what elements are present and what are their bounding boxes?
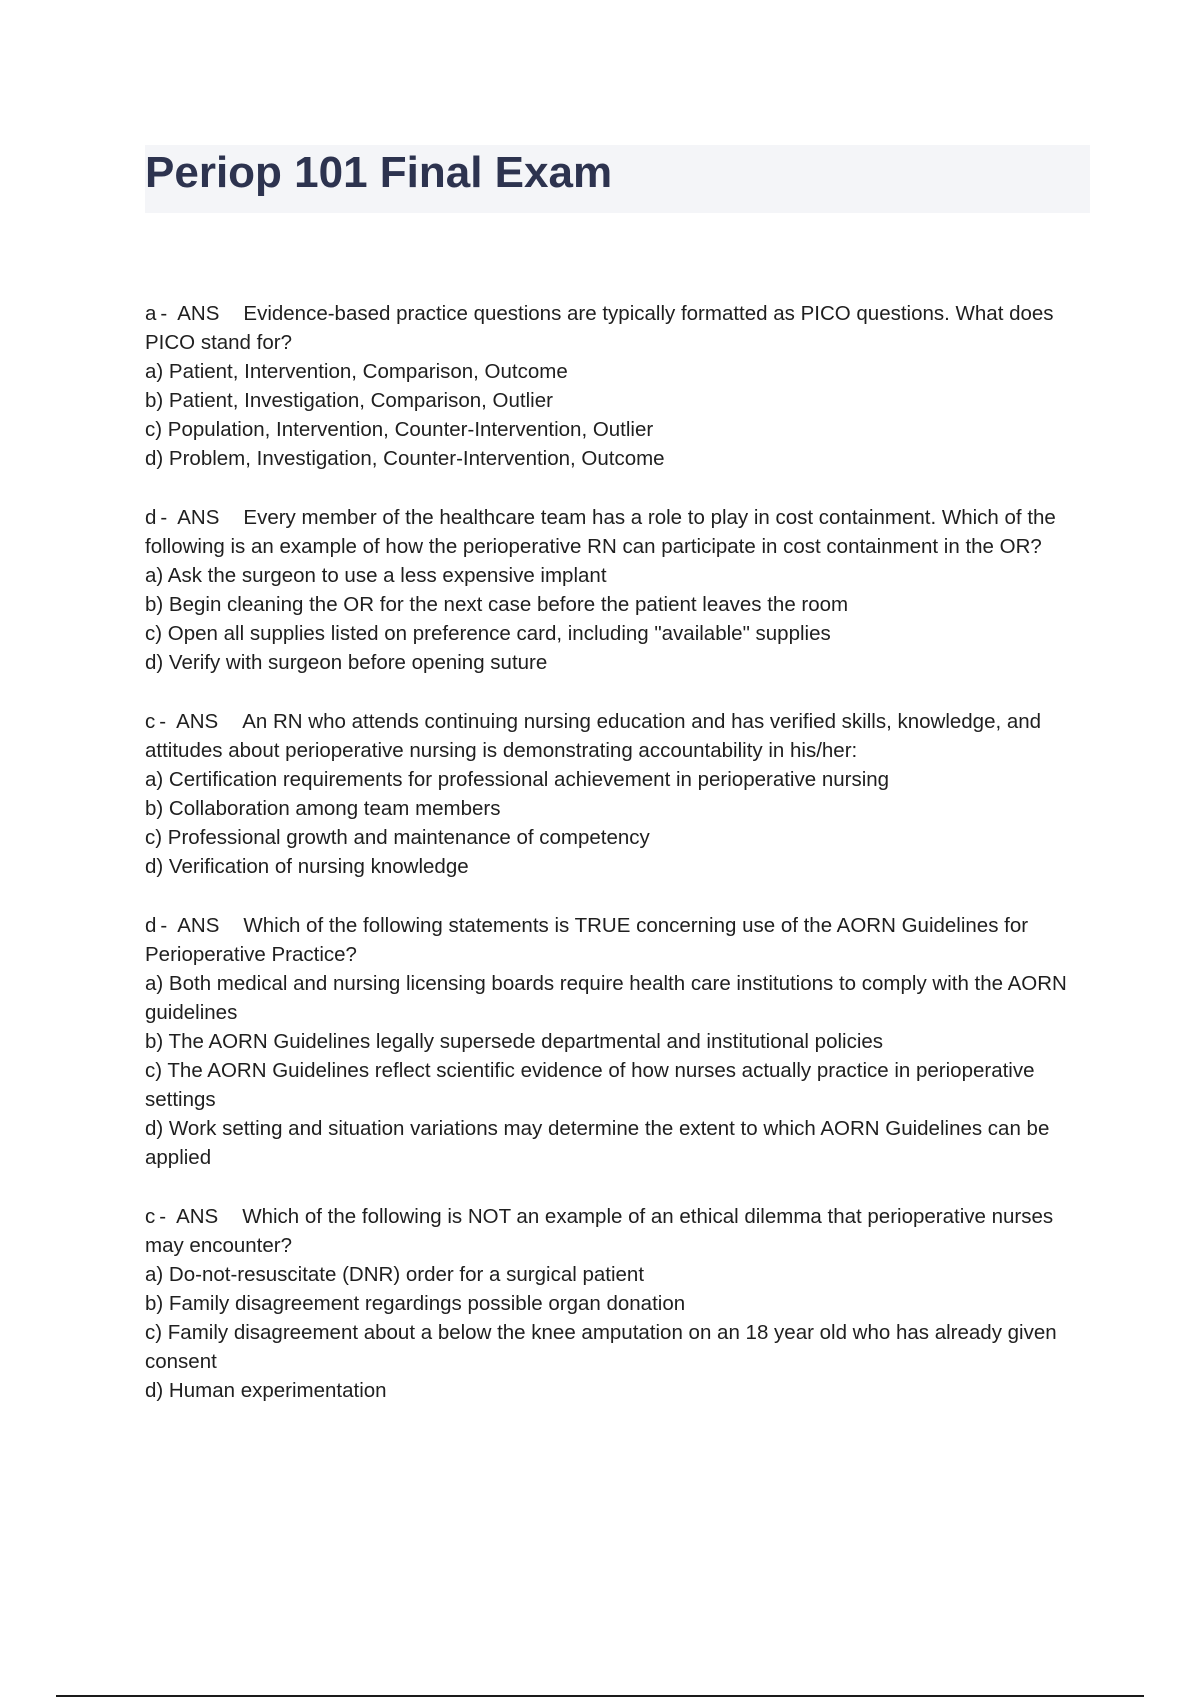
option-d: d) Human experimentation [145,1379,387,1402]
answer-dash: - [159,710,167,733]
footer-divider [56,1695,1144,1697]
option-b: b) The AORN Guidelines legally supersede departmental and institutional policies [145,1030,884,1053]
option-a: a) Patient, Intervention, Comparison, Outcome [145,360,568,383]
question-text: Every member of the healthcare team has a role to play in cost containment. Which of the following is an example of how the perioperative RN can participate in cost containment in the OR? [145,506,1056,558]
option-a: a) Ask the surgeon to use a less expensive implant [145,564,607,587]
ans-label: ANS [177,914,220,937]
ans-label: ANS [177,302,220,325]
question-item [145,911,1090,1172]
option-c: c) Population, Intervention, Counter-Intervention, Outlier [145,418,654,441]
option-d: d) Work setting and situation variations may determine the extent to which AORN Guidelines can be applied [145,1117,1050,1169]
question-text: Evidence-based practice questions are typically formatted as PICO questions. What does PICO stand for? [145,302,1054,354]
ans-label: ANS [176,710,219,733]
question-item [145,299,1090,473]
question-list [145,299,1090,1435]
ans-label: ANS [177,506,220,529]
answer-letter: d [145,914,157,937]
option-c: c) Open all supplies listed on preference card, including "available" supplies [145,622,831,645]
option-d: d) Verification of nursing knowledge [145,855,469,878]
answer-letter: d [145,506,157,529]
option-d: d) Problem, Investigation, Counter-Intervention, Outcome [145,447,665,470]
question-text: Which of the following statements is TRUE concerning use of the AORN Guidelines for Perioperative Practice? [145,914,1029,966]
question-text: An RN who attends continuing nursing education and has verified skills, knowledge, and attitudes about perioperative nursing is demonstrating accountability in his/her: [145,710,1042,762]
option-a: a) Certification requirements for professional achievement in perioperative nursing [145,768,890,791]
page-title: Periop 101 Final Exam [145,148,613,197]
option-b: b) Patient, Investigation, Comparison, Outlier [145,389,553,412]
option-a: a) Do-not-resuscitate (DNR) order for a surgical patient [145,1263,645,1286]
question-text-line [145,707,1090,765]
question-item [145,1202,1090,1405]
option-c: c) The AORN Guidelines reflect scientific evidence of how nurses actually practice in perioperative settings [145,1059,1035,1111]
answer-letter: c [145,710,156,733]
option-a: a) Both medical and nursing licensing boards require health care institutions to comply with the AORN guidelines [145,972,1067,1024]
question-text-line [145,1202,1090,1260]
answer-letter: c [145,1205,156,1228]
question-text-line [145,911,1090,969]
option-b: b) Family disagreement regardings possible organ donation [145,1292,686,1315]
option-b: b) Collaboration among team members [145,797,501,820]
question-item [145,503,1090,677]
option-b: b) Begin cleaning the OR for the next case before the patient leaves the room [145,593,849,616]
question-text-line [145,503,1090,561]
answer-dash: - [159,1205,167,1228]
answer-letter: a [145,302,157,325]
answer-dash: - [160,914,168,937]
question-item [145,707,1090,881]
ans-label: ANS [176,1205,219,1228]
option-c: c) Family disagreement about a below the knee amputation on an 18 year old who has already given consent [145,1321,1057,1373]
answer-dash: - [160,302,168,325]
option-c: c) Professional growth and maintenance of competency [145,826,650,849]
question-text-line [145,299,1090,357]
option-d: d) Verify with surgeon before opening suture [145,651,548,674]
question-text: Which of the following is NOT an example of an ethical dilemma that perioperative nurses may encounter? [145,1205,1054,1257]
answer-dash: - [160,506,168,529]
